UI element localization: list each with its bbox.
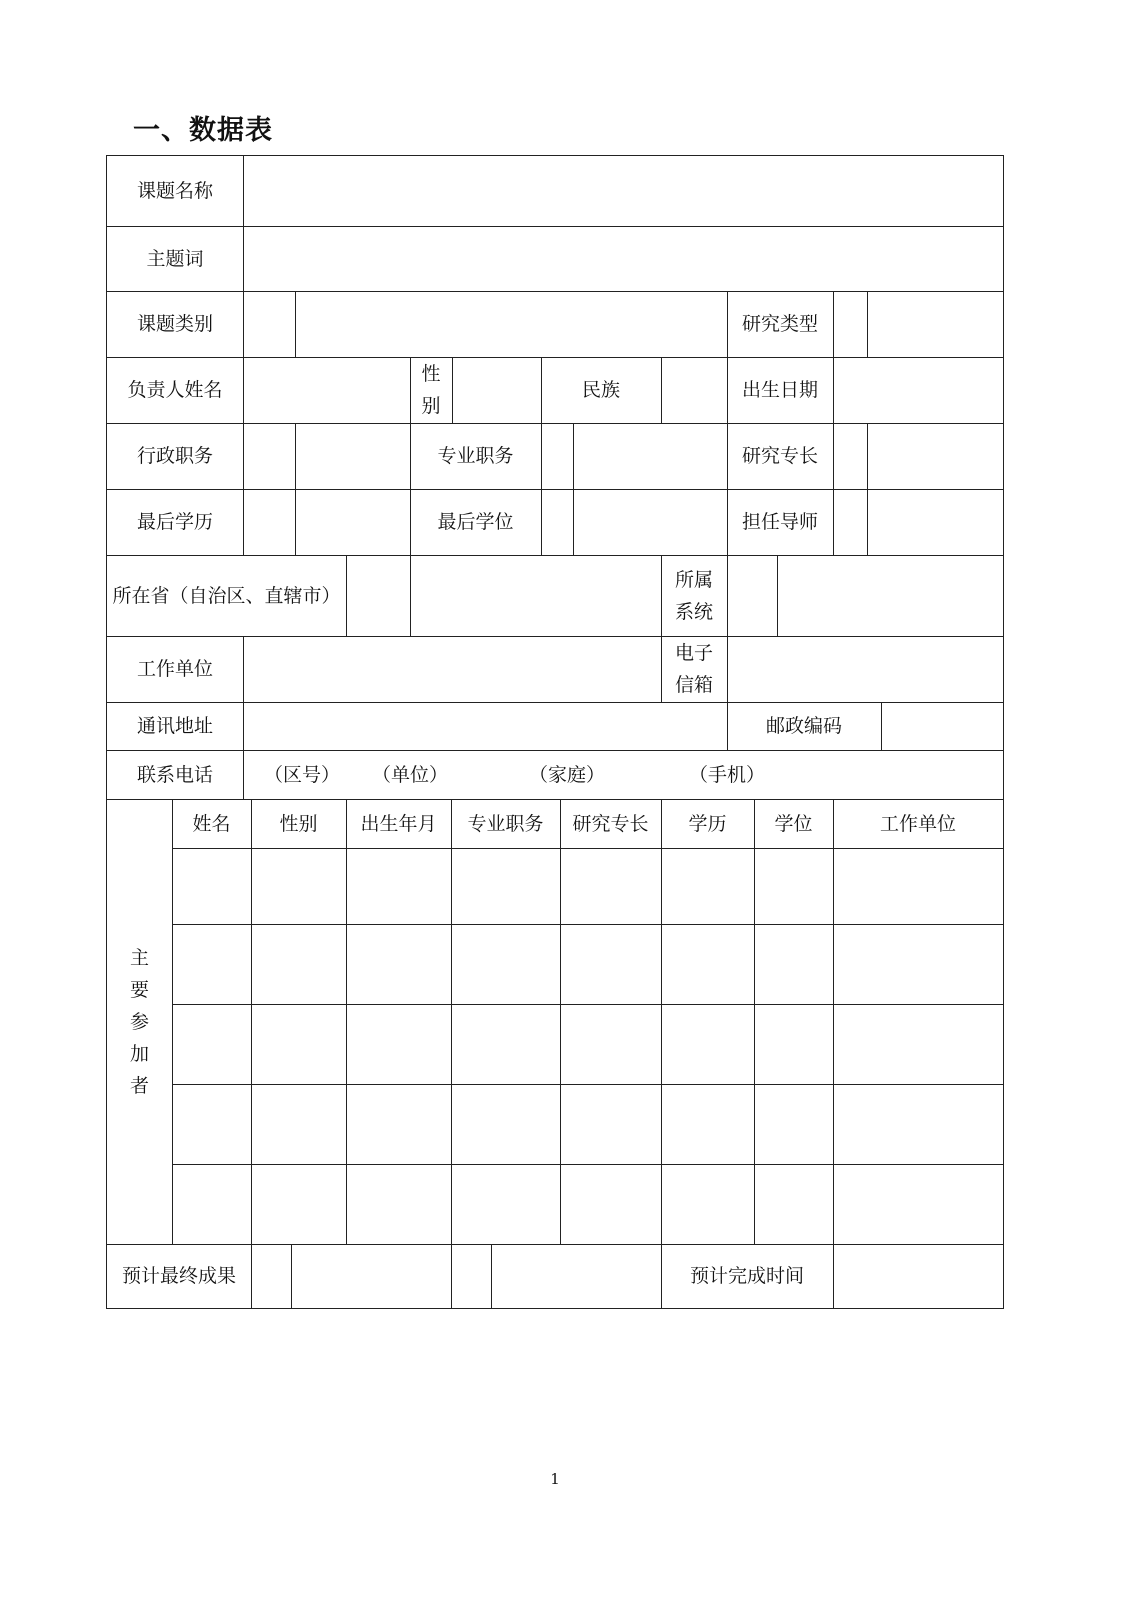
- expected-result-code-field[interactable]: [252, 1245, 291, 1307]
- system-label: [661, 555, 727, 636]
- prof-position-label: 专业职务: [437, 445, 514, 467]
- expected-time-label: 预计完成时间: [689, 1265, 804, 1287]
- research-type-code-field[interactable]: [834, 292, 867, 356]
- expected-result-field-2[interactable]: [492, 1245, 661, 1307]
- prof-position-field[interactable]: [574, 424, 727, 488]
- system-label-line1: 所属: [674, 568, 713, 591]
- topic-category-label: 课题类别: [136, 313, 213, 335]
- participant-row[interactable]: [173, 1165, 1002, 1244]
- topic-category-code-field[interactable]: [244, 292, 295, 356]
- system-field[interactable]: [778, 556, 1002, 635]
- email-label: [661, 636, 727, 702]
- participants-side-char: 参: [129, 1010, 149, 1033]
- data-form-table: [106, 155, 1004, 1309]
- ethnicity-label: 民族: [581, 379, 620, 401]
- topic-category-field[interactable]: [296, 292, 726, 356]
- last-education-code-field[interactable]: [244, 490, 295, 554]
- research-specialty-code-field[interactable]: [834, 424, 867, 488]
- last-degree-field[interactable]: [574, 490, 727, 554]
- participant-row[interactable]: [173, 925, 1002, 1004]
- participants-header-work-unit: 工作单位: [879, 812, 956, 835]
- birth-date-field[interactable]: [834, 358, 1002, 422]
- participants-side-char: 主: [129, 946, 149, 969]
- supervisor-code-field[interactable]: [834, 490, 867, 554]
- participants-header-position: 专业职务: [467, 812, 544, 835]
- system-code-field[interactable]: [728, 556, 777, 635]
- last-education-label: 最后学历: [136, 511, 213, 533]
- last-degree-code-field[interactable]: [542, 490, 573, 554]
- expected-result-label: 预计最终成果: [121, 1265, 236, 1287]
- expected-result-code-field-2[interactable]: [452, 1245, 491, 1307]
- expected-result-field[interactable]: [292, 1245, 451, 1307]
- gender-label: [410, 357, 452, 423]
- work-unit-label: 工作单位: [136, 658, 213, 680]
- email-label-line2: 信箱: [674, 674, 713, 696]
- topic-name-label: 课题名称: [136, 180, 213, 202]
- province-code-field[interactable]: [347, 556, 410, 635]
- phone-mobile-label[interactable]: （手机）: [688, 763, 765, 786]
- address-field[interactable]: [244, 703, 727, 749]
- phone-work-label[interactable]: （单位）: [371, 763, 448, 786]
- last-degree-label: 最后学位: [437, 511, 514, 533]
- keywords-field[interactable]: [244, 227, 1002, 290]
- phone-home-label[interactable]: （家庭）: [528, 763, 605, 786]
- participants-header-name: 姓名: [192, 812, 231, 835]
- participants-side-char: 者: [129, 1074, 149, 1097]
- system-label-line2: 系统: [674, 600, 713, 623]
- postcode-field[interactable]: [882, 703, 1002, 749]
- participant-row[interactable]: [173, 849, 1002, 924]
- phone-label: 联系电话: [136, 763, 213, 786]
- participants-side-char: 要: [129, 978, 149, 1001]
- participants-header-birth: 出生年月: [360, 812, 437, 835]
- research-specialty-field[interactable]: [868, 424, 1002, 488]
- admin-position-label: 行政职务: [136, 445, 213, 467]
- expected-time-field[interactable]: [834, 1245, 1002, 1307]
- keywords-label: 主题词: [146, 247, 204, 270]
- page-title: 一、数据表: [133, 115, 273, 146]
- research-type-field[interactable]: [868, 292, 1002, 356]
- research-specialty-label: 研究专长: [741, 445, 818, 467]
- participant-row[interactable]: [173, 1005, 1002, 1084]
- topic-name-field[interactable]: [244, 157, 1002, 225]
- participants-side-char: 加: [129, 1042, 149, 1065]
- leader-name-label: 负责人姓名: [127, 379, 223, 401]
- phone-area-label[interactable]: （区号）: [263, 763, 340, 786]
- postcode-label: 邮政编码: [765, 715, 842, 737]
- participants-header-degree: 学位: [774, 812, 813, 835]
- birth-date-label: 出生日期: [741, 379, 818, 401]
- prof-position-code-field[interactable]: [542, 424, 573, 488]
- participants-header-gender: 性别: [279, 812, 318, 835]
- province-field[interactable]: [411, 556, 661, 635]
- address-label: 通讯地址: [136, 715, 213, 737]
- supervisor-label: 担任导师: [741, 511, 818, 533]
- page-number: 1: [550, 1470, 560, 1488]
- email-label-line1: 电子: [674, 642, 713, 664]
- participants-header-education: 学历: [688, 812, 727, 835]
- participants-side-label: [107, 799, 172, 1244]
- work-unit-field[interactable]: [244, 637, 661, 701]
- province-label: 所在省（自治区、直辖市）: [112, 584, 341, 607]
- gender-label-line2: 别: [421, 395, 441, 417]
- admin-position-code-field[interactable]: [244, 424, 295, 488]
- admin-position-field[interactable]: [296, 424, 410, 488]
- participants-header-specialty: 研究专长: [572, 812, 649, 835]
- supervisor-field[interactable]: [868, 490, 1002, 554]
- gender-label-line1: 性: [421, 363, 441, 385]
- leader-name-field[interactable]: [244, 358, 409, 422]
- last-education-field[interactable]: [296, 490, 410, 554]
- participant-row[interactable]: [173, 1085, 1002, 1164]
- ethnicity-field[interactable]: [662, 358, 726, 422]
- gender-field[interactable]: [453, 358, 541, 422]
- email-field[interactable]: [728, 637, 1002, 701]
- research-type-label: 研究类型: [741, 313, 818, 335]
